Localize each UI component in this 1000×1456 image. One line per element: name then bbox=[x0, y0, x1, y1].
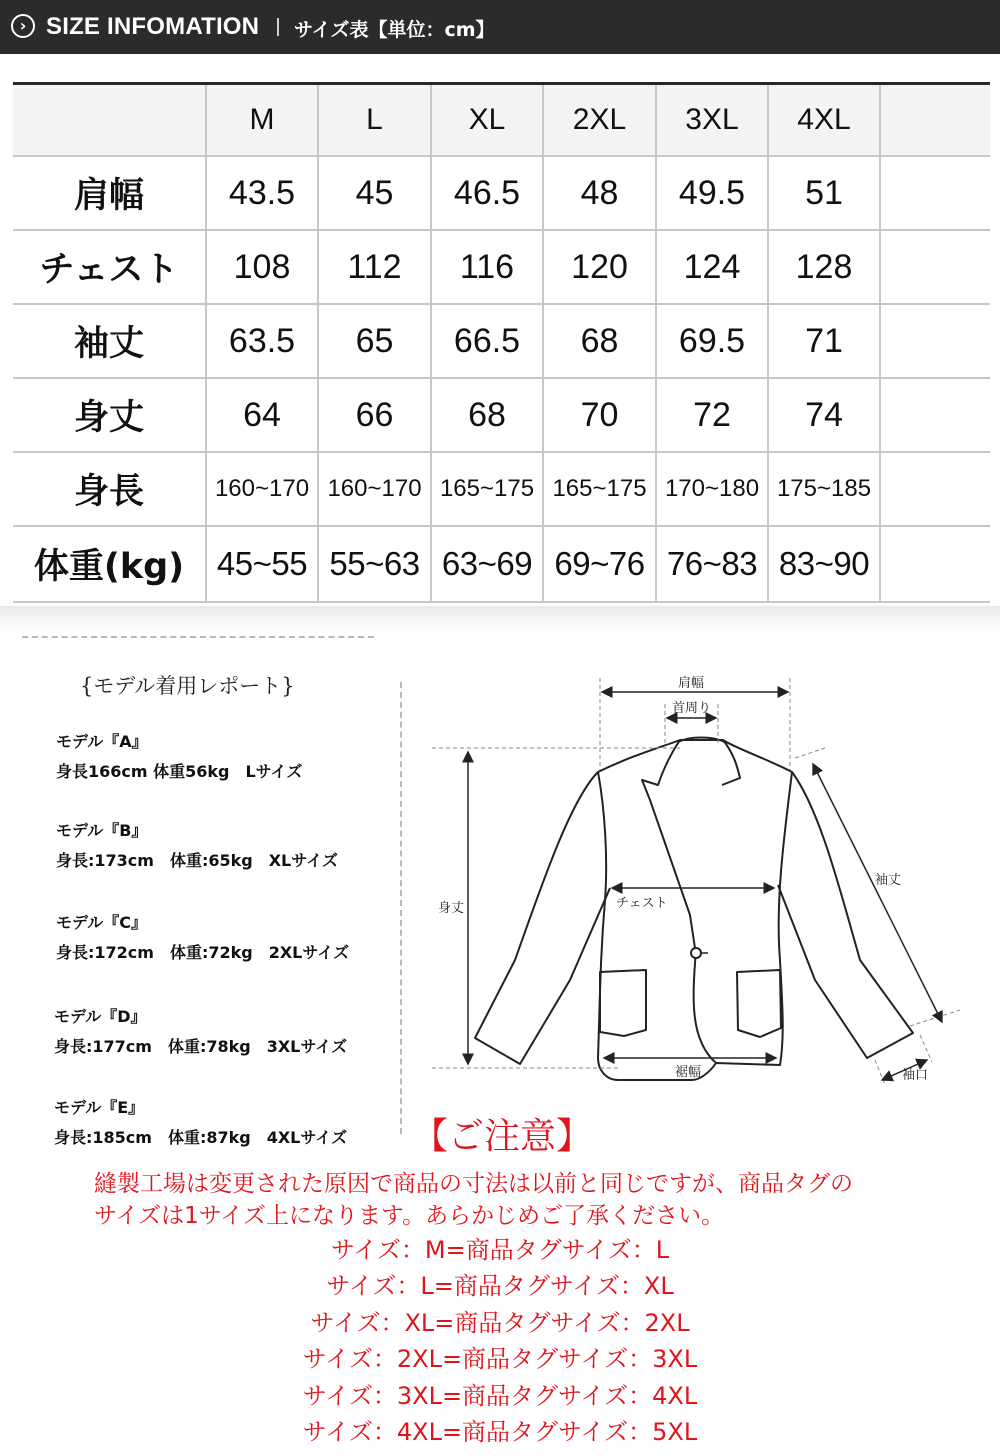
table-row bbox=[13, 230, 990, 304]
left-pocket bbox=[600, 970, 646, 1036]
table-cell: 160~170 bbox=[318, 452, 431, 526]
table-cell: 49.5 bbox=[656, 156, 768, 230]
model-detail: 身長:177cm 体重:78kg 3XLサイズ bbox=[54, 1037, 348, 1056]
table-cell: 55~63 bbox=[318, 526, 431, 602]
sleeve-label: 袖丈 bbox=[875, 873, 902, 888]
table-cell: 71 bbox=[768, 304, 880, 378]
list-item: サイズ：3XL=商品タグサイズ：4XL bbox=[302, 1381, 698, 1410]
table-row bbox=[13, 526, 990, 602]
model-detail: 身長166cm 体重56kg Lサイズ bbox=[56, 762, 303, 781]
table-cell: 74 bbox=[768, 378, 880, 452]
jacket-measurement-diagram bbox=[420, 660, 980, 1100]
table-cell: 108 bbox=[206, 230, 318, 304]
model-name: モデル『A』 bbox=[56, 732, 148, 751]
empty-cell bbox=[880, 156, 990, 230]
list-item: サイズ：L=商品タグサイズ：XL bbox=[326, 1272, 674, 1301]
empty-cell bbox=[880, 230, 990, 304]
table-cell: 46.5 bbox=[431, 156, 543, 230]
table-cell: 48 bbox=[543, 156, 656, 230]
right-sleeve-outline bbox=[778, 772, 913, 1058]
model-report-title: {モデル着用レポート} bbox=[80, 674, 295, 698]
table-row bbox=[13, 378, 990, 452]
list-item: サイズ：M=商品タグサイズ：L bbox=[330, 1236, 670, 1264]
table-cell: 64 bbox=[206, 378, 318, 452]
table-cell: 69~76 bbox=[543, 526, 656, 602]
section-header bbox=[0, 0, 1000, 54]
section-divider-band bbox=[0, 606, 1000, 632]
table-cell: 69.5 bbox=[656, 304, 768, 378]
empty-cell bbox=[880, 526, 990, 602]
chest-label: チェスト bbox=[616, 896, 668, 911]
table-cell: 63~69 bbox=[431, 526, 543, 602]
table-cell: 120 bbox=[543, 230, 656, 304]
row-label: 身長 bbox=[13, 452, 206, 526]
model-detail: 身長:172cm 体重:72kg 2XLサイズ bbox=[56, 943, 350, 962]
row-label: 袖丈 bbox=[13, 304, 206, 378]
size-header-cell: L bbox=[318, 85, 431, 156]
header-corner-cell bbox=[13, 85, 206, 156]
row-label: チェスト bbox=[13, 230, 206, 304]
button bbox=[691, 948, 701, 958]
cuff-label: 袖口 bbox=[902, 1068, 929, 1083]
table-cell: 83~90 bbox=[768, 526, 880, 602]
table-cell: 175~185 bbox=[768, 452, 880, 526]
right-pocket bbox=[737, 970, 781, 1037]
header-title: SIZE INFOMATION bbox=[46, 13, 260, 40]
neck-label: 首周り bbox=[672, 701, 712, 716]
length-label: 身丈 bbox=[438, 901, 465, 916]
table-cell: 66 bbox=[318, 378, 431, 452]
table-cell: 76~83 bbox=[656, 526, 768, 602]
notice-paragraph bbox=[94, 1168, 924, 1232]
size-header-cell: 3XL bbox=[656, 85, 768, 156]
table-cell: 170~180 bbox=[656, 452, 768, 526]
notice-title: 【ご注意】 bbox=[412, 1116, 593, 1157]
hem-label: 裾幅 bbox=[675, 1065, 702, 1080]
table-cell: 63.5 bbox=[206, 304, 318, 378]
table-cell: 45 bbox=[318, 156, 431, 230]
model-detail: 身長:173cm 体重:65kg XLサイズ bbox=[56, 851, 338, 870]
notice-line: 縫製工場は変更された原因で商品の寸法は以前と同じですが、商品タグの bbox=[94, 1171, 853, 1197]
left-sleeve-outline bbox=[475, 772, 610, 1064]
row-label: 身丈 bbox=[13, 378, 206, 452]
table-cell: 128 bbox=[768, 230, 880, 304]
model-detail: 身長:185cm 体重:87kg 4XLサイズ bbox=[54, 1128, 348, 1147]
dashed-divider bbox=[22, 636, 374, 638]
size-header-cell: 2XL bbox=[543, 85, 656, 156]
table-cell: 112 bbox=[318, 230, 431, 304]
shoulder-label: 肩幅 bbox=[678, 676, 705, 691]
row-label: 肩幅 bbox=[13, 156, 206, 230]
table-cell: 70 bbox=[543, 378, 656, 452]
size-header-cell: 4XL bbox=[768, 85, 880, 156]
table-cell: 165~175 bbox=[431, 452, 543, 526]
table-cell: 68 bbox=[543, 304, 656, 378]
table-row bbox=[13, 452, 990, 526]
table-header-row bbox=[13, 85, 990, 156]
table-cell: 165~175 bbox=[543, 452, 656, 526]
empty-cell bbox=[880, 378, 990, 452]
size-header-cell: M bbox=[206, 85, 318, 156]
table-cell: 43.5 bbox=[206, 156, 318, 230]
list-item: サイズ：4XL=商品タグサイズ：5XL bbox=[302, 1418, 698, 1447]
empty-header-cell bbox=[880, 85, 990, 156]
dashed-divider-vertical bbox=[400, 682, 402, 1134]
table-cell: 72 bbox=[656, 378, 768, 452]
size-tag-notice-list bbox=[200, 1232, 800, 1450]
front-edge bbox=[694, 950, 716, 1063]
table-cell: 124 bbox=[656, 230, 768, 304]
table-cell: 66.5 bbox=[431, 304, 543, 378]
model-name: モデル『D』 bbox=[54, 1007, 147, 1026]
notice-line: サイズは1サイズ上になります。あらかじめご了承ください。 bbox=[94, 1203, 725, 1229]
table-row bbox=[13, 304, 990, 378]
list-item: サイズ：XL=商品タグサイズ：2XL bbox=[310, 1308, 690, 1337]
model-name: モデル『C』 bbox=[56, 913, 147, 932]
table-cell: 160~170 bbox=[206, 452, 318, 526]
chevron-right-circle-icon: › bbox=[11, 14, 35, 38]
size-table bbox=[13, 85, 990, 603]
empty-cell bbox=[880, 304, 990, 378]
table-cell: 51 bbox=[768, 156, 880, 230]
model-name: モデル『E』 bbox=[54, 1098, 145, 1117]
size-header-cell: XL bbox=[431, 85, 543, 156]
table-cell: 45~55 bbox=[206, 526, 318, 602]
table-row bbox=[13, 156, 990, 230]
header-divider bbox=[277, 18, 279, 36]
table-cell: 68 bbox=[431, 378, 543, 452]
header-subtitle: サイズ表【単位：cm】 bbox=[294, 19, 495, 41]
empty-cell bbox=[880, 452, 990, 526]
model-name: モデル『B』 bbox=[56, 821, 148, 840]
table-cell: 65 bbox=[318, 304, 431, 378]
list-item: サイズ：2XL=商品タグサイズ：3XL bbox=[302, 1345, 698, 1374]
row-label: 体重(kg) bbox=[13, 526, 206, 602]
table-cell: 116 bbox=[431, 230, 543, 304]
collar-outline bbox=[642, 740, 696, 955]
